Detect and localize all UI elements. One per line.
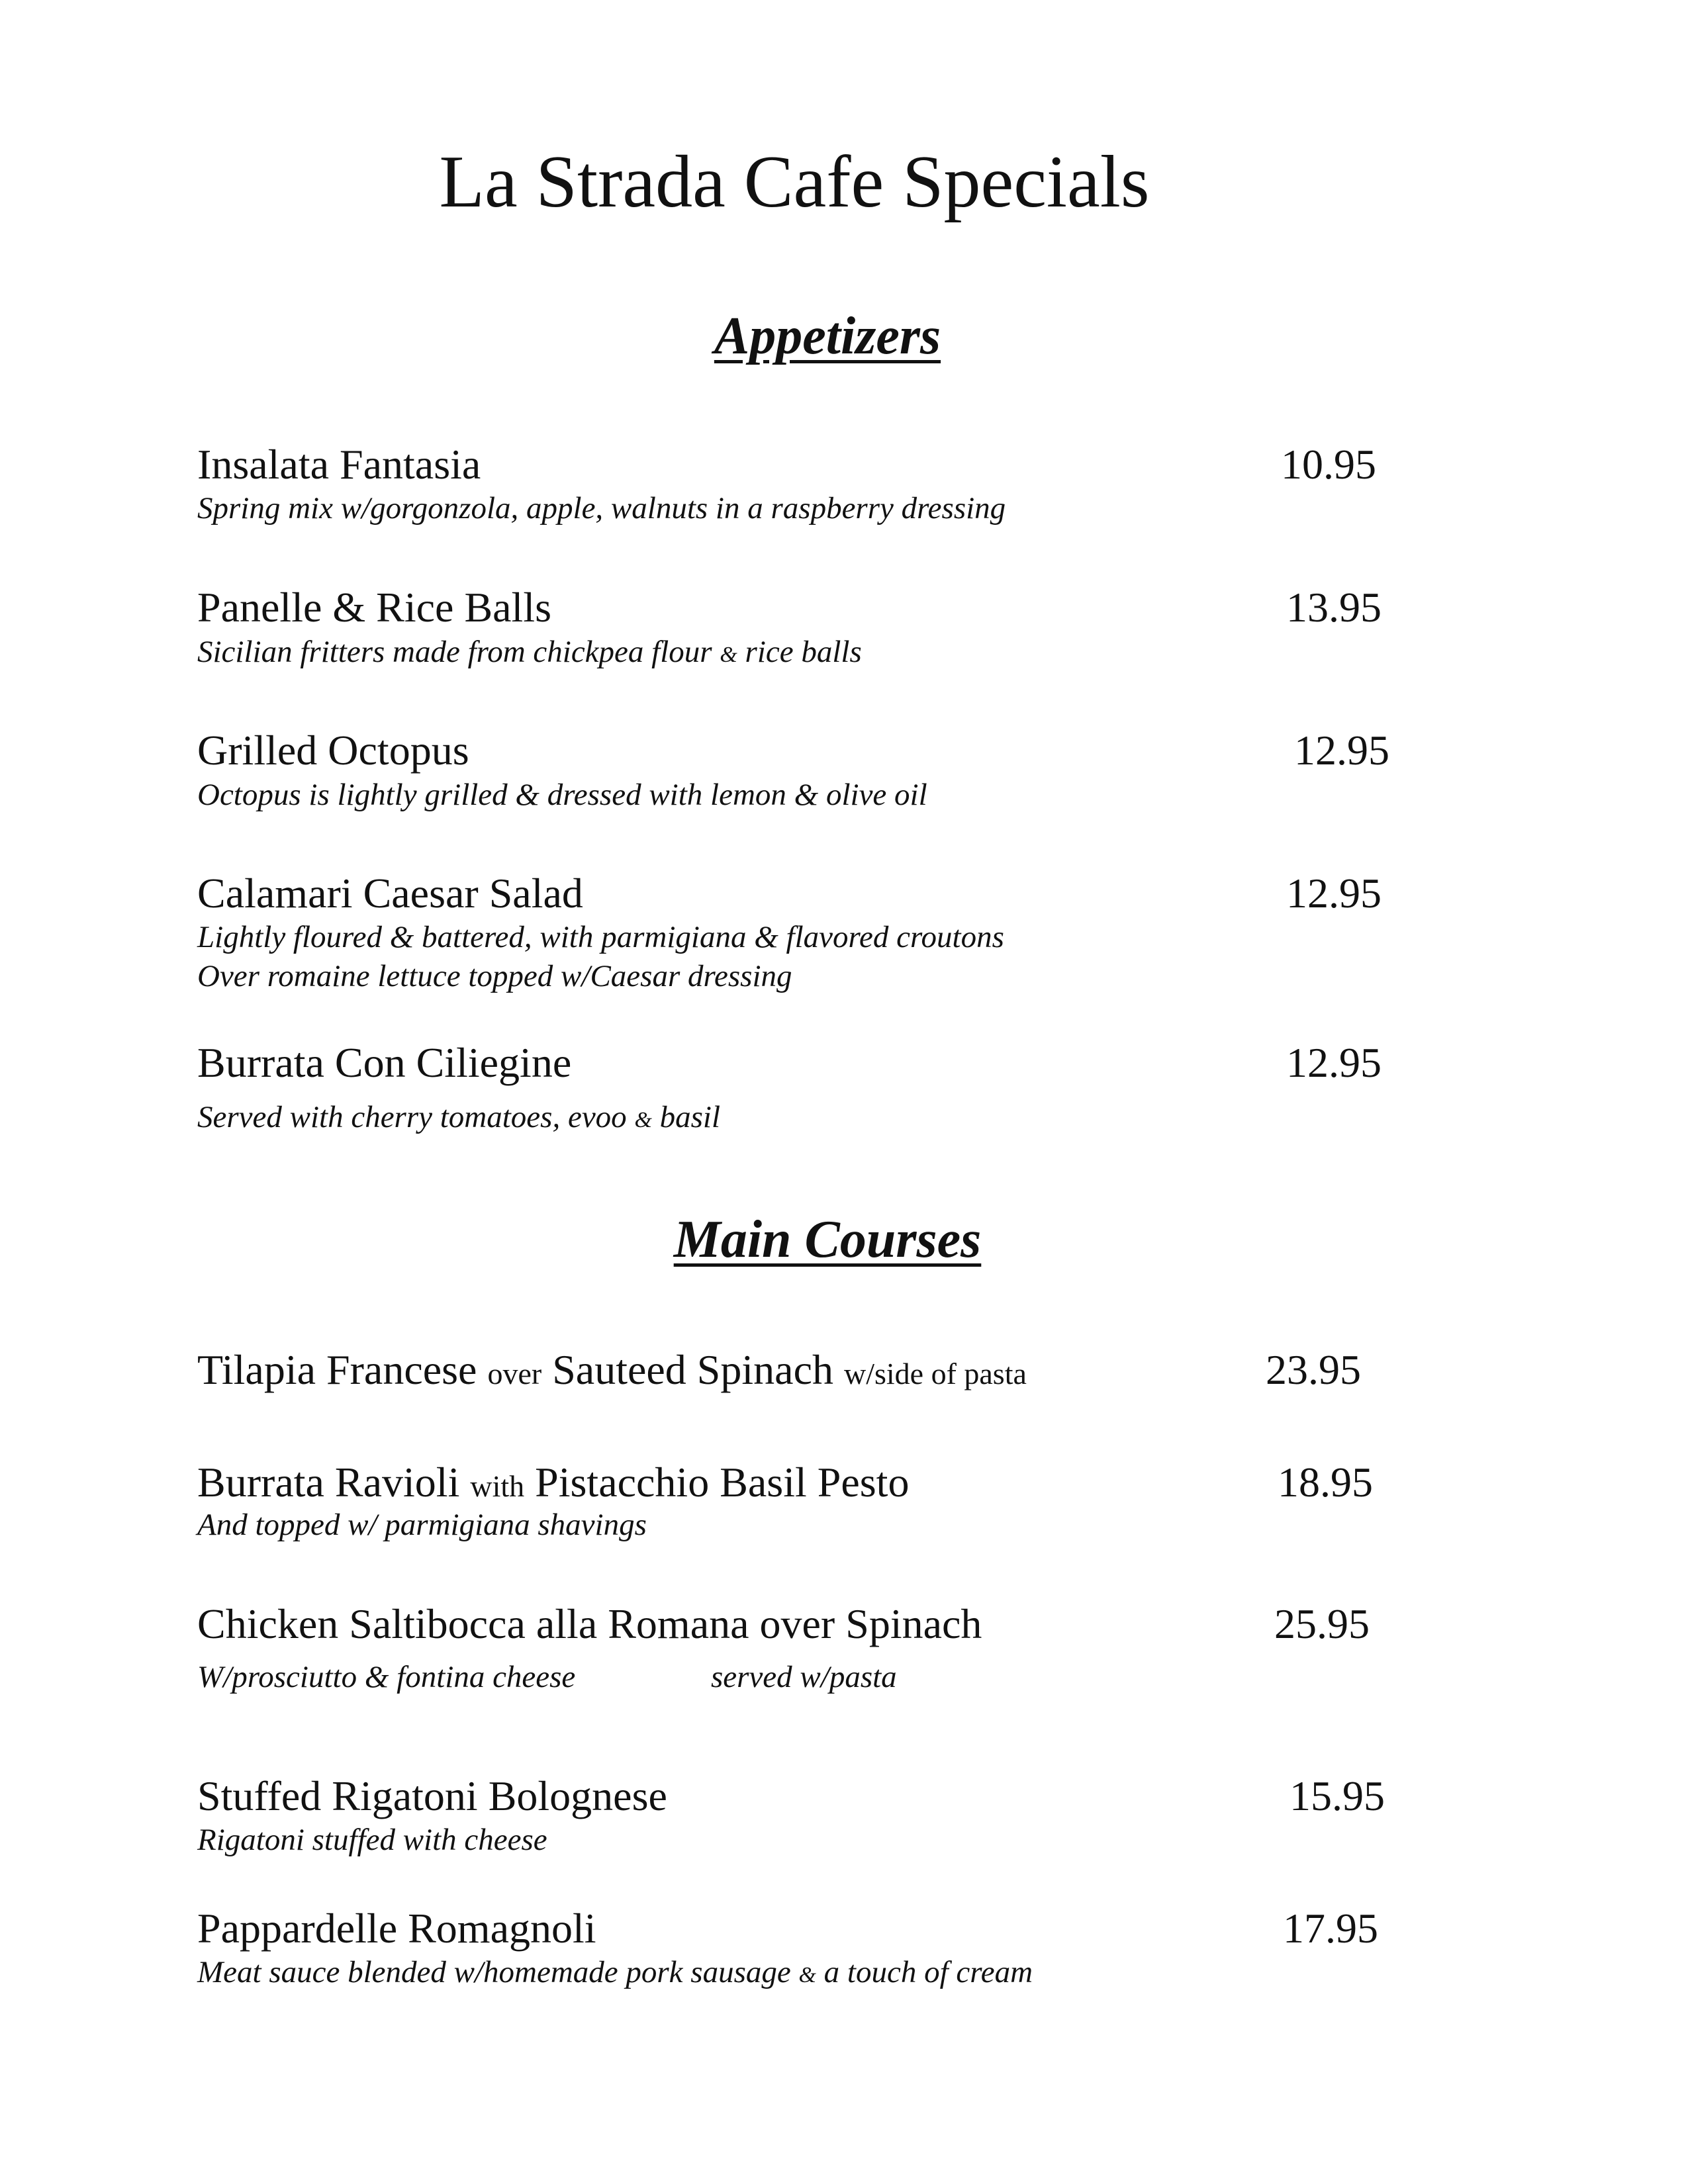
ampersand: & [720,643,737,667]
description-text: Sicilian fritters made from chickpea flour [197,635,720,669]
section-heading-main-courses: Main Courses [673,1210,982,1269]
item-description-extra: served w/pasta [711,1660,897,1694]
item-price: 15.95 [1289,1772,1385,1819]
item-price: 12.95 [1286,870,1382,917]
item-name: Stuffed Rigatoni Bolognese [197,1772,667,1819]
item-name: Insalata Fantasia [197,441,481,488]
item-price: 25.95 [1274,1600,1370,1647]
item-description [197,1952,1033,1995]
name-text: Pistacchio Basil Pesto [524,1459,910,1506]
item-name: Grilled Octopus [197,727,469,774]
item-description: W/prosciutto & fontina cheese [197,1660,576,1694]
item-name: Panelle & Rice Balls [197,584,551,631]
item-price: 12.95 [1294,727,1389,774]
item-description: Rigatoni stuffed with cheese [197,1823,547,1857]
item-description [197,1097,720,1140]
item-name [197,1343,1027,1400]
item-name: Chicken Saltibocca alla Romana over Spinach [197,1600,982,1647]
ampersand: & [634,1108,652,1132]
item-name: Calamari Caesar Salad [197,870,583,917]
name-connector: over [487,1357,542,1390]
page-title: La Strada Cafe Specials [439,141,1150,223]
item-description: Lightly floured & battered, with parmigiana & flavored croutons [197,920,1004,954]
item-price: 10.95 [1281,441,1376,488]
ampersand: & [798,1963,816,1987]
item-description: Spring mix w/gorgonzola, apple, walnuts in a raspberry dressing [197,491,1006,525]
item-price: 13.95 [1286,584,1382,631]
item-name: Burrata Con Ciliegine [197,1039,572,1086]
section-heading-appetizers: Appetizers [714,307,941,365]
item-price: 12.95 [1286,1039,1382,1086]
description-text: basil [651,1100,721,1134]
item-price: 18.95 [1278,1459,1373,1506]
name-text: Tilapia Francese [197,1346,488,1393]
description-text: rice balls [737,635,862,669]
name-text: Burrata Ravioli [197,1459,471,1506]
item-description: And topped w/ parmigiana shavings [197,1508,647,1542]
item-description-line-2: Over romaine lettuce topped w/Caesar dressing [197,959,792,993]
item-price: 17.95 [1283,1905,1378,1952]
item-description [197,632,862,675]
name-text: Sauteed Spinach [541,1346,844,1393]
item-price: 23.95 [1266,1346,1361,1393]
item-description: Octopus is lightly grilled & dressed with lemon & olive oil [197,778,927,812]
item-name: Pappardelle Romagnoli [197,1905,596,1952]
description-text: Served with cherry tomatoes, evoo [197,1100,635,1134]
description-text: a touch of cream [816,1955,1033,1989]
description-text: Meat sauce blended w/homemade pork sausage [197,1955,799,1989]
name-connector: with [470,1469,525,1503]
name-note: w/side of pasta [843,1357,1027,1390]
